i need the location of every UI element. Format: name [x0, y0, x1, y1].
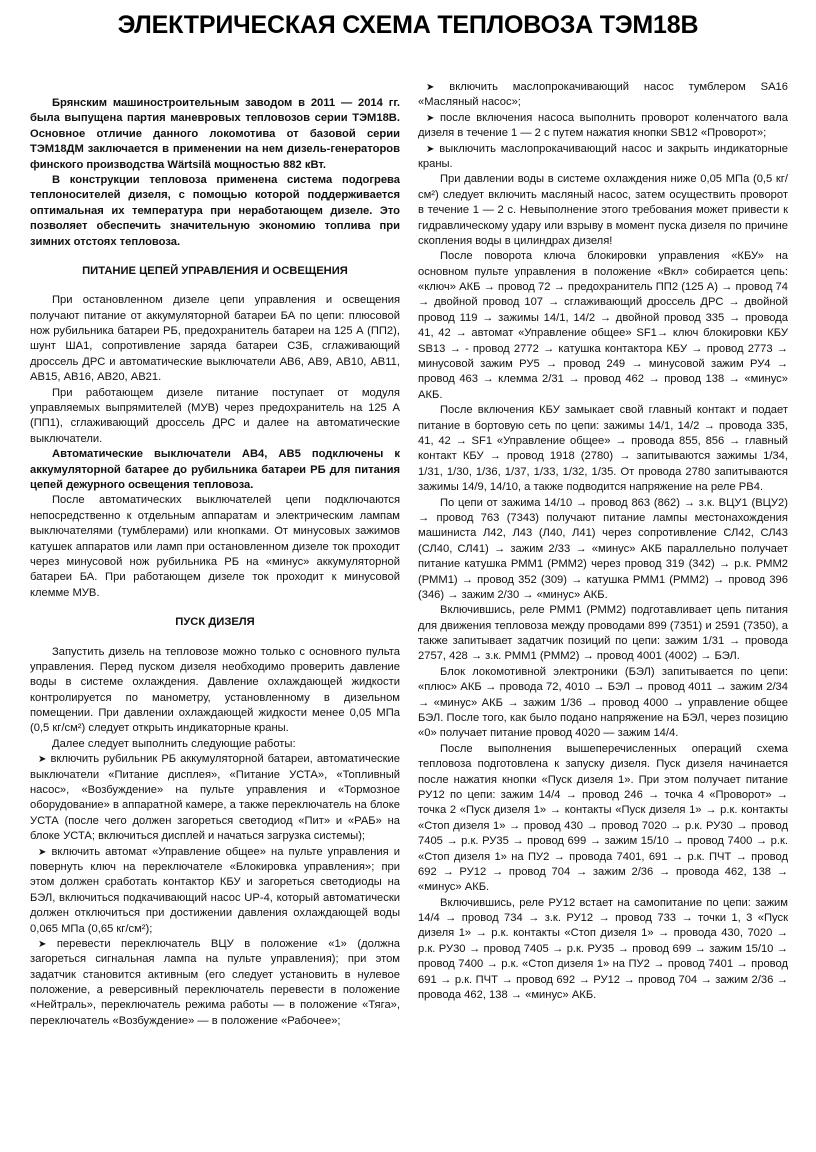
- list-item: [418, 111, 788, 142]
- section-heading-start: ПУСК ДИЗЕЛЯ: [175, 616, 255, 629]
- power-paragraph-4: После автоматических выключателей цепи подключаются непосредственно к отдельным аппаратам и электрическим лампам выключателями (тумблерами) или кнопками. От минусовых зажимов катушек аппаратов или ламп при остановленном дизеле ток проходит через минусовой нож рубильника РБ на «минус» аккумуляторной батареи БА. При работающем дизеле ток проходит к минусовой клемме МУВ.: [30, 494, 400, 599]
- power-paragraph-1: При остановленном дизеле цепи управления и освещения получают питание от аккумуляторной батареи БА по цепи: плюсовой нож рубильника батареи РБ, предохранитель батареи на 125 А (ПП2), шунт ША1, сопротивление заряда батареи СЗБ, сглаживающий дроссель ДРС и автоматические выключатели АВ6, АВ9, АВ10, АВ11, АВ15, АВ16, АВ20, АВ21.: [30, 294, 400, 384]
- list-item: [30, 845, 400, 937]
- list-item-text: включить автомат «Управление общее» на пульте управления и повернуть ключ на переключателе «Блокировка управления»; при этом должен сработать контактор КБУ и загореться светодиоды на БЭЛ, включиться подкачивающий насос UP-4, который автоматически должен отключиться при достижении давления охлаждающей воды 0,065 МПа (0,65 кг/см²);: [30, 845, 401, 935]
- body-paragraph-2: После поворота ключа блокировки управления «КБУ» на основном пульте управления в положение «Вкл» собирается цепь: «ключ» АКБ → провод 72 → предохранитель ПП2 (125 А) → провод 74 → двойной провод 107 → сглаживающий дроссель ДРС → двойной провод 119 → зажимы 14/1, 14/2 → двойной провод 335 → провода 41, 42 → автомат «Управление общее» SF1→ ключ блокировки КБУ SB13 → - провод 2772 → катушка контактора КБУ → провод 2773 → минусовой зажим РУ5 → провод 249 → минусовой зажим РУ4 → провод 463 → клемма 2/31 → провод 462 → провод 138 → «минус» АКБ.: [418, 250, 788, 401]
- arrow-bullet-icon: ➤: [426, 143, 435, 155]
- body-paragraph-4: По цепи от зажима 14/10 → провод 863 (862) → з.к. ВЦУ1 (ВЦУ2) → провод 763 (7343) получают питание лампы местонахождения машиниста Л42, Л43 (Л40, Л41) через сопротивление СЛ42, СЛ43 (СЛ40, СЛ41) → зажим 2/33 → «минус» АКБ параллельно получает питание катушка РММ1 (РММ2) через провод 319 (342) → р.к. РММ2 (РММ1) → провод 352 (309) → катушка РММ1 (РММ2) → провод 396 (346) → зажим 2/30 → «минус» АКБ.: [418, 496, 788, 601]
- body-paragraph-1: При давлении воды в системе охлаждения ниже 0,05 МПа (0,5 кг/см²) следует включить масляный насос, затем осуществить проворот в течение 1 — 2 с. Невыполнение этого требования может привести к гидравлическому удару или взрыву в момент пуска дизеля по причине скопления воды в цилиндрах дизеля!: [418, 173, 788, 247]
- list-item-text: включить маслопрокачивающий насос тумблером SA16 «Масляный насос»;: [418, 81, 788, 109]
- list-item: [30, 752, 400, 844]
- list-item: [418, 80, 788, 111]
- body-paragraph-8: Включившись, реле РУ12 встает на самопитание по цепи: зажим 14/4 → провод 734 → з.к. РУ12 → провод 733 → точки 1, 3 «Пуск дизеля 1» → р.к. контакты «Стоп дизеля 1» → провода 430, 7020 → р.к. РУ30 → провод 7405 → р.к. РУ35 → провод 699 → зажим 15/10 → провод 7400 → р.к. «Стоп дизеля 1» на ПУ2 → провод 7401 → провод 691 → р.к. ПЧТ → провод 692 → РУ12 → провод 704 → зажим 2/36 → провода 462, 138 → «минус» АКБ.: [418, 896, 788, 1002]
- start-paragraph-2: Далее следует выполнить следующие работы:: [52, 737, 296, 750]
- arrow-bullet-icon: ➤: [426, 112, 435, 124]
- left-column: [30, 96, 400, 1029]
- body-paragraph-5: Включившись, реле РММ1 (РММ2) подготавливает цепь питания для движения тепловоза между проводами 899 (7351) и 2591 (7350), а также запитывает задатчик позиций по цепи: зажим 1/31 → провода 2757, 428 → з.к. РММ1 (РММ2) → провод 4001 (4002) → БЭЛ.: [418, 604, 788, 663]
- arrow-bullet-icon: ➤: [38, 938, 47, 950]
- intro-paragraph-1: Брянским машиностроительным заводом в 2011 — 2014 гг. была выпущена партия маневровых тепловозов серии ТЭМ18В. Основное отличие данного локомотива от базовой серии ТЭМ18ДМ заключается в применении на нем дизель-генераторов финского производства Wärtsilä мощностью 882 кВт.: [30, 97, 400, 171]
- arrow-bullet-icon: ➤: [426, 82, 435, 93]
- right-column: [418, 80, 788, 1003]
- power-paragraph-3: Автоматические выключатели АВ4, АВ5 подключены к аккумуляторной батарее до рубильника батареи РБ для питания цепей дежурного освещения тепловоза.: [30, 448, 400, 491]
- arrow-bullet-icon: ➤: [38, 754, 47, 766]
- list-item-text: после включения насоса выполнить проворот коленчатого вала дизеля в течение 1 — 2 с путем нажатия кнопки SB12 «Проворот»;: [418, 111, 789, 140]
- page-title: ЭЛЕКТРИЧЕСКАЯ СХЕМА ТЕПЛОВОЗА ТЭМ18В: [117, 11, 699, 39]
- power-paragraph-2: При работающем дизеле питание поступает от модуля управляемых выпрямителей (МУВ) через предохранитель на 125 А (ПП1), сглаживающий дроссель ДРС и далее на автоматические выключатели.: [30, 386, 400, 445]
- body-paragraph-7: После выполнения вышеперечисленных операций схема тепловоза подготовлена к запуску дизеля. Пуск дизеля начинается после нажатия кнопки «Пуск дизеля 1». При этом получает питание РУ12 по цепи: зажим 14/4 → провод 246 → точка 4 «Проворот» → точка 2 «Пуск дизеля 1» → контакты «Пуск дизеля 1» → р.к. контакты «Стоп дизеля 1» → провод 430 → провод 7020 → р.к. РУ30 → провод 7405 → р.к. РУ35 → провод 699 → зажим 15/10 → провод 7400 → р.к. «Стоп дизеля 1» на ПУ2 → провода 7401, 691 → р.к. ПЧТ → провод 692 → РУ12 → провод 704 → зажим 2/36 → провода 462, 138 → «минус» АКБ.: [418, 742, 788, 894]
- list-item-text: включить рубильник РБ аккумуляторной батареи, автоматические выключатели «Питание дисплея», «Питание УСТА», «Топливный насос», «Возбуждение» на пульте управления и «Тормозное оборудование» в аппаратной камере, а также переключатель на блоке УСТА (после чего должен загореться светодиод «Пит» и «РАБ» на блоке УСТА; включиться дисплей и начаться загрузка системы);: [30, 753, 401, 843]
- body-paragraph-6: Блок локомотивной электроники (БЭЛ) запитывается по цепи: «плюс» АКБ → провода 72, 4010 → БЭЛ → провод 4011 → зажим 2/34 → «минус» АКБ → зажим 1/36 → провод 4000 → управление общее БЭЛ. После того, как было подано напряжение на БЭЛ, через позицию «0» получает питание провод 4020 — зажим 14/4.: [418, 665, 788, 740]
- start-paragraph-1: Запустить дизель на тепловозе можно только с основного пульта управления. Перед пуском дизеля необходимо проверить давление воды в системе охлаждения. Давление охлаждающей жидкости контролируется по манометру, установленному в дизельном помещении. При давлении охлаждающей жидкости менее 0,05 МПа (0,5 кг/см²) следует открыть индикаторные краны.: [30, 645, 400, 735]
- list-item-text: выключить маслопрокачивающий насос и закрыть индикаторные краны.: [418, 142, 789, 170]
- list-item-text: перевести переключатель ВЦУ в положение «1» (должна загореться сигнальная лампа на пульте управления); при этом задатчик становится активным (его следует установить в нулевое положение, а реверсивный переключатель перевести в положение «Нейтраль», переключатель режима работы — в положение «Тяга», переключатель «Возбуждение» — в положение «Рабочее»;: [30, 937, 401, 1027]
- body-paragraph-3: После включения КБУ замыкает свой главный контакт и подает питание в бортовую сеть по цепи: зажимы 14/1, 14/2 → провода 335, 41, 42 → SF1 «Управление общее» → провода 855, 856 → главный контакт КБУ → провод 1918 (2780) → запитываются зажимы 1/34, 1/31, 1/30, 1/36, 1/37, 1/33, 1/32, 1/35. От провода 2780 запитываются зажимы 14/9, 14/10, а также подводится напряжение на реле РВ4.: [418, 404, 788, 494]
- list-item: [418, 142, 788, 173]
- intro-paragraph-2: В конструкции тепловоза применена система подогрева теплоносителей дизеля, с помощью которой поддерживается оптимальная их температура при неработающем дизеле. Это позволяет обеспечить значительную экономию топлива при зимних отстоях тепловоза.: [30, 173, 400, 248]
- section-heading-power: ПИТАНИЕ ЦЕПЕЙ УПРАВЛЕНИЯ И ОСВЕЩЕНИЯ: [82, 264, 348, 277]
- list-item: [30, 937, 400, 1029]
- arrow-bullet-icon: ➤: [38, 846, 47, 858]
